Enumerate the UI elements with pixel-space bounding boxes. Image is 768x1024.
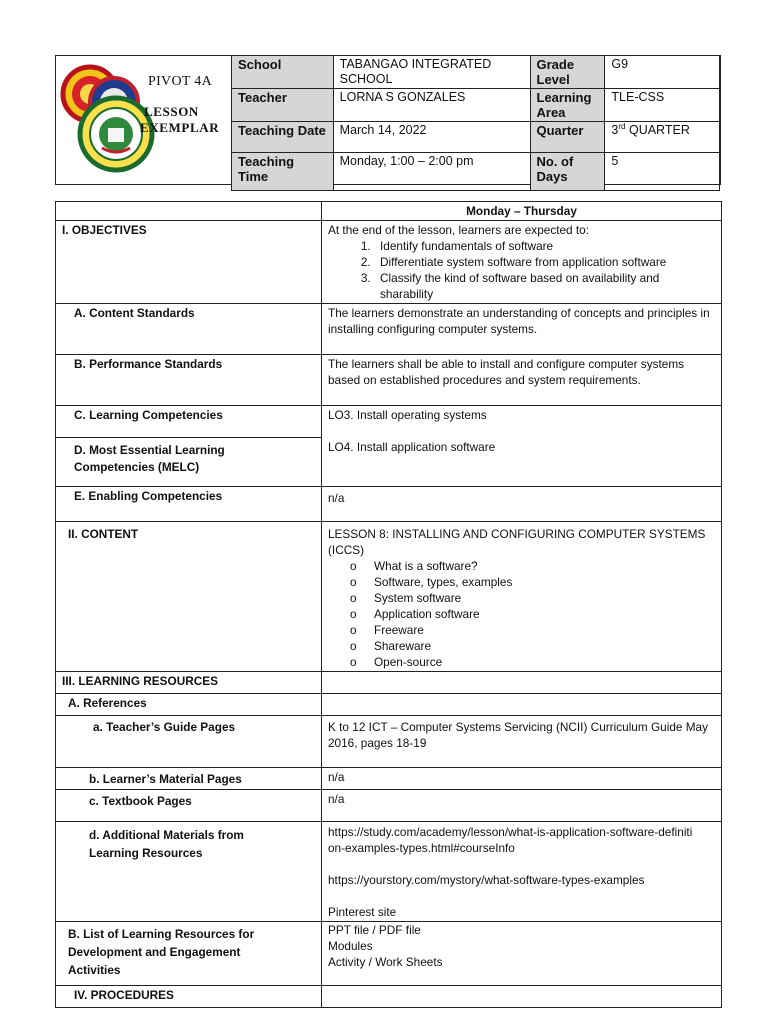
resource-item: Activity / Work Sheets bbox=[328, 955, 443, 969]
lesson-exemplar-label bbox=[140, 104, 219, 136]
header-row-teacher bbox=[232, 89, 720, 122]
content-standards-row bbox=[56, 304, 722, 355]
header-info-table bbox=[231, 55, 720, 191]
topic-item bbox=[350, 654, 715, 670]
resource-item: Modules bbox=[328, 939, 373, 953]
topic-item bbox=[350, 606, 715, 622]
study-link[interactable]: https://study.com/academy/lesson/what-is-application-software-definition-examples-types.html#courseInfo bbox=[328, 825, 693, 855]
topic-text: Freeware bbox=[374, 623, 424, 637]
header-row-date bbox=[232, 122, 720, 153]
bullet-icon: o bbox=[350, 591, 357, 605]
pivot-label: PIVOT 4A bbox=[148, 74, 212, 89]
yourstory-link[interactable]: https://yourstory.com/mystory/what-software-types-examples bbox=[328, 873, 645, 887]
learning-area-label: Learning Area bbox=[530, 89, 605, 122]
topic-item bbox=[350, 622, 715, 638]
quarter-suffix: rd bbox=[618, 121, 626, 131]
content-cell bbox=[322, 522, 722, 672]
learners-material-label: b. Learner’s Material Pages bbox=[56, 768, 322, 790]
topic-text: System software bbox=[374, 591, 462, 605]
column-header-row bbox=[56, 202, 722, 221]
topic-item bbox=[350, 590, 715, 606]
enabling-label: E. Enabling Competencies bbox=[56, 487, 322, 522]
learners-material-text: n/a bbox=[322, 768, 722, 790]
bullet-icon: o bbox=[350, 559, 357, 573]
topic-item bbox=[350, 574, 715, 590]
objectives-row bbox=[56, 221, 722, 304]
objectives-label: I. OBJECTIVES bbox=[56, 221, 322, 304]
objective-item: 2. Differentiate system software from application software bbox=[374, 254, 715, 270]
teacher-label: Teacher bbox=[232, 89, 334, 122]
list-resources-values bbox=[322, 922, 722, 986]
additional-materials-row bbox=[56, 822, 722, 922]
content-standards-label: A. Content Standards bbox=[56, 304, 322, 355]
textbook-text: n/a bbox=[322, 790, 722, 822]
bullet-icon: o bbox=[350, 623, 357, 637]
references-row bbox=[56, 694, 722, 716]
procedures-row bbox=[56, 986, 722, 1008]
additional-materials-label: d. Additional Materials from Learning Resources bbox=[89, 828, 244, 860]
pinterest-text: Pinterest site bbox=[328, 905, 397, 919]
header-box bbox=[55, 55, 721, 185]
topic-text: Application software bbox=[374, 607, 480, 621]
objectives-intro: At the end of the lesson, learners are expected to: bbox=[328, 223, 590, 237]
column-header-days: Monday – Thursday bbox=[322, 202, 722, 221]
learning-competencies-label: C. Learning Competencies bbox=[56, 406, 322, 438]
school-label: School bbox=[232, 56, 334, 89]
melc-label: D. Most Essential Learning Competencies (MELC) bbox=[74, 443, 225, 474]
grade-level-value: G9 bbox=[605, 56, 720, 89]
content-standards-text: The learners demonstrate an understanding of concepts and principles in installing configuring computer systems. bbox=[322, 304, 722, 355]
exemplar-line: EXEMPLAR bbox=[140, 120, 220, 135]
learning-area-value: TLE-CSS bbox=[605, 89, 720, 122]
teachers-guide-text: K to 12 ICT – Computer Systems Servicing (NCII) Curriculum Guide May 2016, pages 18-19 bbox=[322, 716, 722, 768]
lo3-text: LO3. Install operating systems bbox=[328, 408, 487, 422]
bullet-icon: o bbox=[350, 575, 357, 589]
learning-competencies-row bbox=[56, 406, 722, 438]
learning-resources-empty bbox=[322, 672, 722, 694]
grade-level-label: Grade Level bbox=[530, 56, 605, 89]
school-logos bbox=[56, 56, 231, 184]
objective-item: 3. Classify the kind of software based on availability and sharability bbox=[374, 270, 715, 302]
list-resources-label: B. List of Learning Resources for Development and Engagement Activities bbox=[68, 927, 255, 977]
header-row-time bbox=[232, 153, 720, 191]
teacher-value: LORNA S GONZALES bbox=[333, 89, 530, 122]
list-resources-row bbox=[56, 922, 722, 986]
performance-standards-label: B. Performance Standards bbox=[56, 355, 322, 406]
blank-header-cell bbox=[56, 202, 322, 221]
teachers-guide-label: a. Teacher’s Guide Pages bbox=[56, 716, 322, 768]
lesson-line: LESSON bbox=[144, 104, 199, 119]
content-row bbox=[56, 522, 722, 672]
additional-materials-cell bbox=[56, 822, 322, 922]
enabling-row bbox=[56, 487, 722, 522]
quarter-number: 3 bbox=[611, 123, 619, 137]
bullet-icon: o bbox=[350, 607, 357, 621]
header-row-school bbox=[232, 56, 720, 89]
objectives-list bbox=[328, 238, 715, 302]
quarter-label: Quarter bbox=[530, 122, 605, 153]
lo4-text: LO4. Install application software bbox=[328, 440, 496, 454]
teaching-date-value: March 14, 2022 bbox=[333, 122, 530, 153]
references-empty bbox=[322, 694, 722, 716]
bullet-icon: o bbox=[350, 655, 357, 669]
references-label: A. References bbox=[56, 694, 322, 716]
content-title: LESSON 8: INSTALLING AND CONFIGURING COMPUTER SYSTEMS (ICCS) bbox=[328, 527, 706, 557]
topic-item bbox=[350, 558, 715, 574]
list-resources-cell bbox=[56, 922, 322, 986]
teaching-date-label: Teaching Date bbox=[232, 122, 334, 153]
teachers-guide-row bbox=[56, 716, 722, 768]
bullet-icon: o bbox=[350, 639, 357, 653]
days-value: 5 bbox=[605, 153, 720, 191]
school-value: TABANGAO INTEGRATED SCHOOL bbox=[333, 56, 530, 89]
procedures-empty bbox=[322, 986, 722, 1008]
performance-standards-row bbox=[56, 355, 722, 406]
teaching-time-value: Monday, 1:00 – 2:00 pm bbox=[333, 153, 530, 191]
content-topics bbox=[328, 558, 715, 670]
spacer bbox=[328, 856, 715, 872]
topic-item bbox=[350, 638, 715, 654]
topic-text: Shareware bbox=[374, 639, 432, 653]
quarter-text: QUARTER bbox=[625, 123, 690, 137]
days-label: No. of Days bbox=[530, 153, 605, 191]
topic-text: What is a software? bbox=[374, 559, 478, 573]
lesson-plan-table bbox=[55, 201, 722, 1008]
learning-resources-label: III. LEARNING RESOURCES bbox=[56, 672, 322, 694]
quarter-value bbox=[605, 122, 720, 153]
topic-text: Software, types, examples bbox=[374, 575, 513, 589]
procedures-label: IV. PROCEDURES bbox=[56, 986, 322, 1008]
resource-item: PPT file / PDF file bbox=[328, 923, 421, 937]
competencies-cell bbox=[322, 406, 722, 487]
spacer bbox=[328, 888, 715, 904]
performance-standards-text: The learners shall be able to install and configure computer systems based on established procedures and system requirements. bbox=[322, 355, 722, 406]
additional-materials-cell-right bbox=[322, 822, 722, 922]
objective-item: 1. Identify fundamentals of software bbox=[374, 238, 715, 254]
content-label: II. CONTENT bbox=[56, 522, 322, 672]
teaching-time-label: Teaching Time bbox=[232, 153, 334, 191]
topic-text: Open-source bbox=[374, 655, 443, 669]
learning-resources-row bbox=[56, 672, 722, 694]
objectives-cell bbox=[322, 221, 722, 304]
learners-material-row bbox=[56, 768, 722, 790]
melc-cell bbox=[56, 438, 322, 487]
textbook-label: c. Textbook Pages bbox=[56, 790, 322, 822]
enabling-text: n/a bbox=[322, 487, 722, 522]
textbook-row bbox=[56, 790, 722, 822]
